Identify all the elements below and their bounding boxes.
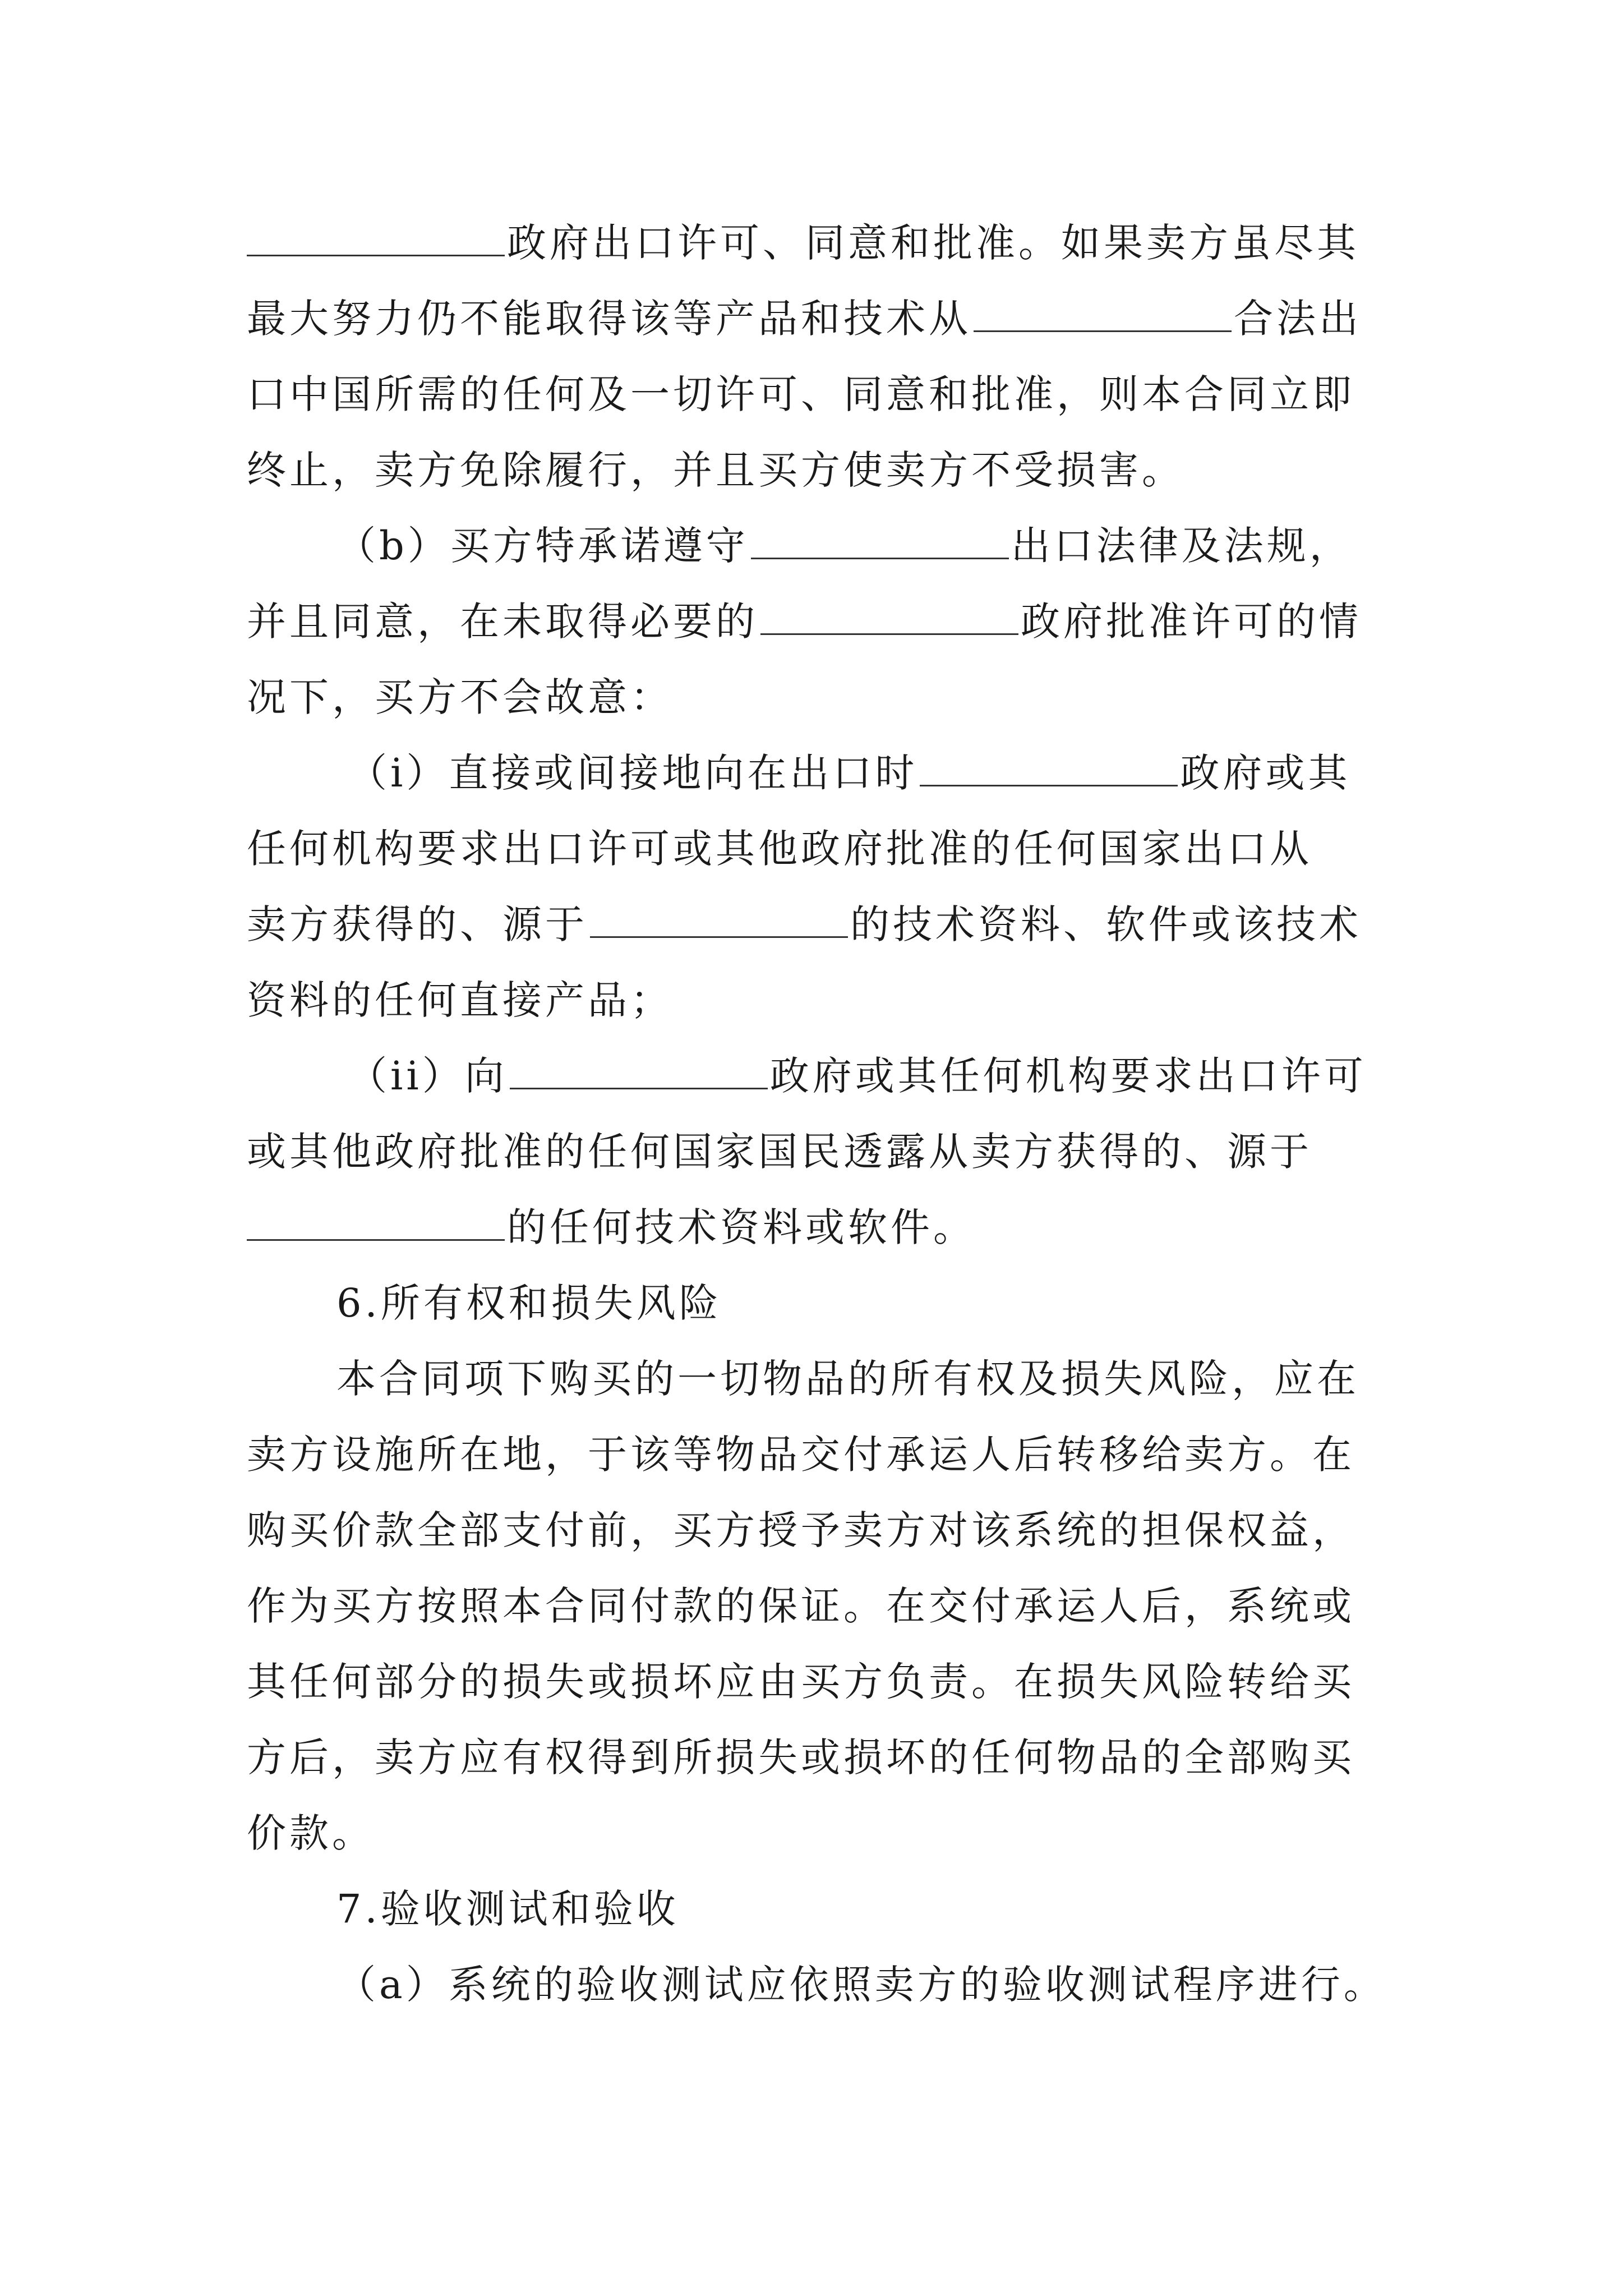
line-text: 卖方设施所在地，于该等物品交付承运人后转移给卖方。在 — [247, 1432, 1355, 1478]
line-text-after: 的任何技术资料或软件。 — [507, 1204, 976, 1250]
text-line-12 — [348, 1051, 1367, 1101]
fill-in-blank — [247, 1205, 505, 1241]
line-text: 卖方获得的、源于 — [247, 901, 588, 947]
text-line-7 — [247, 672, 673, 723]
line-text: （i）直接或间接地向在出口时 — [348, 750, 918, 796]
section-heading-6 — [336, 1278, 722, 1328]
line-text-after: 政府出口许可、同意和批准。如果卖方虽尽其 — [507, 220, 1359, 266]
text-line-21 — [247, 1732, 1355, 1783]
text-line-18 — [247, 1505, 1355, 1556]
line-text: （ii）向 — [348, 1053, 508, 1099]
fill-in-blank — [760, 600, 1018, 635]
text-line-16 — [336, 1354, 1359, 1404]
fill-in-blank — [974, 297, 1232, 332]
line-text: 并且同意，在未取得必要的 — [247, 599, 758, 645]
line-text-after: 的技术资料、软件或该技术 — [850, 901, 1362, 947]
text-line-20 — [247, 1657, 1355, 1707]
line-text-after: 出口法律及法规， — [1011, 523, 1352, 569]
line-text: 况下，买方不会故意： — [247, 674, 673, 720]
line-text: 口中国所需的任何及一切许可、同意和批准，则本合同立即 — [247, 371, 1355, 417]
text-line-11 — [247, 975, 673, 1025]
line-text: 方后，卖方应有权得到所损失或损坏的任何物品的全部购买 — [247, 1734, 1355, 1780]
line-text: 购买价款全部支付前，买方授予卖方对该系统的担保权益， — [247, 1507, 1355, 1553]
text-line-24 — [336, 1959, 1386, 2010]
text-line-2 — [247, 293, 1362, 344]
fill-in-blank — [247, 221, 505, 256]
line-text-after: 政府或其 — [1180, 750, 1351, 796]
fill-in-blank — [590, 903, 848, 938]
line-text-after: 政府批准许可的情 — [1021, 599, 1362, 645]
text-line-13 — [247, 1126, 1312, 1177]
text-line-5 — [336, 521, 1352, 571]
line-text: 7.验收测试和验收 — [336, 1886, 679, 1932]
text-line-6 — [247, 596, 1362, 647]
line-text: 最大努力仍不能取得该等产品和技术从 — [247, 296, 971, 342]
line-text: 或其他政府批准的任何国家国民透露从卖方获得的、源于 — [247, 1129, 1312, 1175]
text-line-3 — [247, 369, 1355, 420]
line-text: （b）买方特承诺遵守 — [336, 523, 749, 569]
fill-in-blank — [510, 1054, 768, 1089]
fill-in-blank — [751, 524, 1009, 559]
line-text-after: 政府或其任何机构要求出口许可 — [769, 1053, 1367, 1099]
text-line-8 — [348, 748, 1350, 798]
line-text: 任何机构要求出口许可或其他政府批准的任何国家出口从 — [247, 826, 1312, 872]
text-line-17 — [247, 1429, 1355, 1480]
text-line-19 — [247, 1581, 1355, 1631]
line-text: 本合同项下购买的一切物品的所有权及损失风险，应在 — [336, 1356, 1359, 1402]
line-text: 价款。 — [247, 1810, 375, 1856]
text-line-9 — [247, 823, 1312, 874]
text-line-10 — [247, 899, 1362, 950]
text-line-1 — [247, 218, 1359, 268]
fill-in-blank — [920, 751, 1178, 786]
text-line-14 — [247, 1202, 976, 1253]
line-text: 资料的任何直接产品； — [247, 977, 673, 1023]
text-line-22 — [247, 1808, 375, 1858]
line-text: （a）系统的验收测试应依照卖方的验收测试程序进行。 — [336, 1962, 1386, 2008]
line-text: 终止，卖方免除履行，并且买方使卖方不受损害。 — [247, 447, 1184, 493]
section-heading-7 — [336, 1884, 679, 1934]
line-text: 其任何部分的损失或损坏应由买方负责。在损失风险转给买 — [247, 1659, 1355, 1705]
line-text: 6.所有权和损失风险 — [336, 1280, 722, 1326]
text-line-4 — [247, 445, 1184, 495]
line-text: 作为买方按照本合同付款的保证。在交付承运人后，系统或 — [247, 1583, 1355, 1629]
line-text-after: 合法出 — [1234, 296, 1362, 342]
